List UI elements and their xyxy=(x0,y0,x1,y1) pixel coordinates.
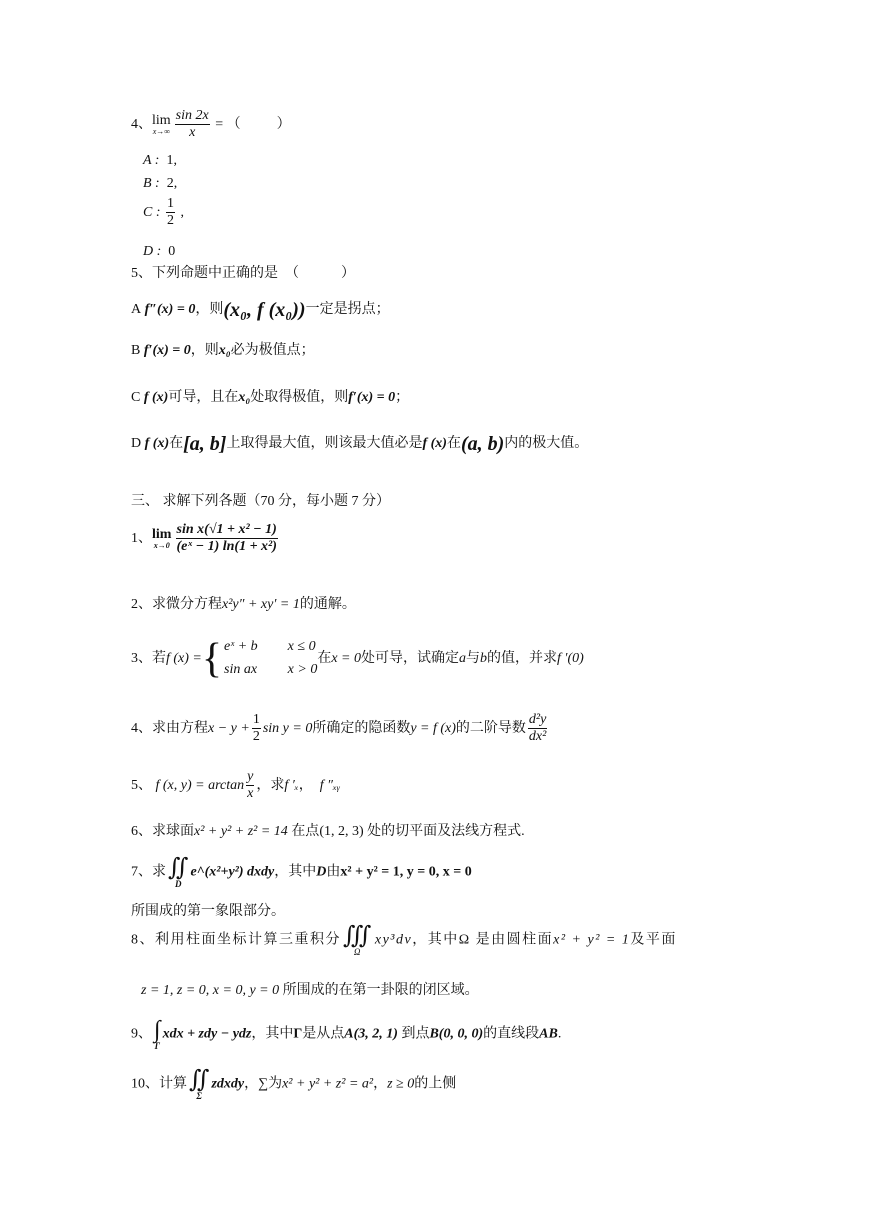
q4-option-d xyxy=(143,244,175,261)
option-text: 一定是拐点； xyxy=(305,302,390,318)
left-brace-icon: { xyxy=(201,636,223,682)
integral-domain: Ω xyxy=(353,947,362,957)
problem-text: 处的切平面及法线方程式. xyxy=(367,824,525,839)
problem-text: 处可导，试确定 xyxy=(361,651,460,667)
math-expression: e^(x²+y²) dxdy xyxy=(190,864,275,880)
q4-option-a xyxy=(143,153,177,170)
problem-7-continued: 所围成的第一象限部分。 xyxy=(131,904,285,919)
integral-symbol: ∬ xyxy=(168,855,189,881)
fraction-numerator: sin 2x xyxy=(175,108,210,125)
problem-text: 10、计算 xyxy=(131,1076,187,1092)
fraction-denominator: (eˣ − 1) ln(1 + x²) xyxy=(176,539,277,555)
problem-text: 6、求球面 xyxy=(131,824,194,839)
math-expression: (x₀, f (x₀)) xyxy=(223,299,306,321)
q5-option-b xyxy=(131,343,315,360)
math-expression: f (x) xyxy=(143,390,169,405)
problem-text: 3、若 xyxy=(131,651,166,667)
option-label: C : xyxy=(143,204,161,220)
p4-derivative xyxy=(528,712,547,745)
problem-text: ， xyxy=(244,1076,259,1092)
problem-8-continued xyxy=(141,983,479,1000)
problem-number: 9、 xyxy=(131,1026,152,1042)
p4-fraction xyxy=(252,712,261,745)
option-text: 在 xyxy=(169,436,184,452)
option-label: D : xyxy=(143,244,162,259)
math-expression: zdxdy xyxy=(211,1076,245,1092)
fraction-denominator: x xyxy=(247,786,254,802)
problem-number: 5、 xyxy=(131,777,152,793)
problem-text: ， xyxy=(298,777,313,793)
math-expression: f (x) xyxy=(144,436,170,452)
fraction-denominator: x xyxy=(189,125,196,141)
math-expression: B(0, 0, 0) xyxy=(429,1026,484,1042)
problem-5 xyxy=(131,769,340,802)
q4-number: 4、 xyxy=(131,116,152,132)
math-expression: b xyxy=(480,651,488,667)
integral-domain: D xyxy=(174,879,182,889)
q4-limit xyxy=(152,114,171,136)
math-expression: f (x) xyxy=(422,436,447,452)
math-expression: x = 0 xyxy=(331,651,362,667)
option-text: ； xyxy=(395,390,410,405)
problem-text: 在点 xyxy=(291,824,320,839)
problem-text: 所确定的隐函数 xyxy=(312,720,411,736)
math-expression: x² + y² = 1 xyxy=(553,932,631,948)
integral-symbol: ∭ xyxy=(343,923,373,949)
problem-3 xyxy=(131,638,584,680)
p1-limit xyxy=(152,528,171,550)
case-condition: x > 0 xyxy=(287,662,318,677)
problem-text: 是从点 xyxy=(302,1026,345,1042)
p5-fraction xyxy=(246,769,254,802)
fraction-numerator: 1 xyxy=(252,712,261,729)
problem-text: 2、求微分方程 xyxy=(131,597,222,612)
line-integral-icon xyxy=(154,1018,161,1051)
q4-option-c xyxy=(143,196,184,229)
q4-stem xyxy=(131,108,291,141)
math-expression: x₀ xyxy=(218,343,231,358)
problem-text: 7、求 xyxy=(131,864,166,880)
math-expression: z ≥ 0 xyxy=(387,1076,415,1092)
p1-fraction xyxy=(175,522,277,555)
problem-text: 4、求由方程 xyxy=(131,720,208,736)
option-label: B xyxy=(131,343,141,358)
fraction-numerator: 1 xyxy=(166,196,175,213)
math-expression: x² + y² + z² = a² xyxy=(282,1076,374,1092)
math-expression: x² + y² = 1, y = 0, x = 0 xyxy=(340,864,472,880)
math-expression: f′(x) = 0 xyxy=(348,390,396,405)
q5-option-d xyxy=(131,432,588,456)
problem-9 xyxy=(131,1018,561,1051)
option-text: ，则 xyxy=(195,302,224,318)
problem-text: 到点 xyxy=(401,1026,430,1042)
option-label: D xyxy=(131,436,142,452)
option-value: 2, xyxy=(166,176,178,191)
math-expression: ∑ xyxy=(258,1076,269,1092)
limit-operator: lim xyxy=(152,112,171,128)
triple-integral-icon xyxy=(343,924,373,957)
math-expression: f ′(0) xyxy=(557,651,584,667)
math-expression: sin y = 0 xyxy=(262,720,313,736)
problem-text: 为 xyxy=(268,1076,283,1092)
problem-text: 的值，并求 xyxy=(487,651,558,667)
problem-text: 及平面 xyxy=(630,932,677,948)
q4-close-paren: ） xyxy=(276,116,291,132)
option-text: 在 xyxy=(446,436,461,452)
limit-operator: lim xyxy=(152,526,172,542)
problem-number: 1、 xyxy=(131,530,152,546)
math-expression: Ω xyxy=(458,932,471,948)
case-expression: eˣ + b xyxy=(224,639,258,655)
option-text: 上取得最大值，则该最大值必是 xyxy=(226,436,423,452)
limit-subscript: x→∞ xyxy=(152,126,170,136)
math-expression: f″(x) = 0 xyxy=(144,302,196,318)
q4-equals: = （ xyxy=(211,116,241,132)
section-heading: 三、 求解下列各题（70 分，每小题 7 分） xyxy=(131,494,390,509)
option-text: ，则 xyxy=(190,343,219,358)
math-expression: f (x) = xyxy=(166,651,202,667)
math-expression: (1, 2, 3) xyxy=(319,824,364,839)
option-text: 处取得极值，则 xyxy=(250,390,349,405)
integral-domain: Γ xyxy=(154,1041,160,1051)
math-expression: (a, b) xyxy=(460,433,505,455)
option-tail: , xyxy=(180,204,184,220)
problem-1 xyxy=(131,522,280,555)
problem-10 xyxy=(131,1068,456,1101)
q4-option-b xyxy=(143,176,177,193)
fraction-numerator: sin x(√1 + x² − 1) xyxy=(176,522,278,539)
option-text: 内的极大值。 xyxy=(504,436,589,452)
fraction-numerator: y xyxy=(246,769,254,786)
q5-option-a xyxy=(131,298,390,322)
double-integral-icon xyxy=(168,856,188,889)
math-expression: a xyxy=(459,651,467,667)
math-expression: f (x, y) = arctan xyxy=(155,777,245,793)
option-fraction xyxy=(166,196,175,229)
problem-8 xyxy=(131,924,677,957)
problem-text: 在 xyxy=(317,651,332,667)
problem-text: ，其中 xyxy=(251,1026,294,1042)
surface-integral-icon xyxy=(189,1068,209,1101)
option-text: 可导，且在 xyxy=(168,390,239,405)
problem-text: ，其中 xyxy=(274,864,317,880)
problem-7 xyxy=(131,856,472,889)
option-text: 必为极值点； xyxy=(230,343,315,358)
math-expression: x²y″ + xy′ = 1 xyxy=(222,597,300,612)
problem-text: 的上侧 xyxy=(414,1076,457,1092)
math-expression: x² + y² + z² = 14 xyxy=(194,824,288,839)
problem-text: . xyxy=(557,1026,562,1042)
integral-symbol: ∫ xyxy=(154,1017,161,1043)
option-value: 1, xyxy=(166,153,177,168)
math-expression: f ′ₓ xyxy=(284,777,299,793)
problem-text: 8、利用柱面坐标计算三重积分 xyxy=(131,932,341,948)
problem-text: 是由圆柱面 xyxy=(475,932,554,948)
q5-stem: 5、下列命题中正确的是 （ ） xyxy=(131,266,355,281)
problem-text: ，其中 xyxy=(412,932,459,948)
problem-text: 所围成的在第一卦限的闭区域。 xyxy=(282,983,479,998)
problem-text: 由 xyxy=(326,864,341,880)
math-expression: y = f (x) xyxy=(410,720,456,736)
limit-subscript: x→0 xyxy=(153,540,170,550)
case-expression: sin ax xyxy=(224,662,258,677)
math-expression: f′(x) = 0 xyxy=(143,343,191,358)
problem-text: ，求 xyxy=(256,777,285,793)
math-expression: D xyxy=(316,864,327,880)
math-expression: f ″ₓᵧ xyxy=(319,777,341,793)
case-condition: x ≤ 0 xyxy=(287,639,316,655)
math-expression: x₀ xyxy=(238,390,251,405)
math-expression: z = 1, z = 0, x = 0, y = 0 xyxy=(141,983,280,998)
integral-symbol: ∬ xyxy=(189,1067,210,1093)
fraction-denominator: 2 xyxy=(167,213,174,229)
problem-text: 与 xyxy=(466,651,481,667)
math-expression: xy³dv xyxy=(374,932,413,948)
problem-6 xyxy=(131,824,525,841)
problem-text: 的二阶导数 xyxy=(455,720,526,736)
math-expression: [a, b] xyxy=(183,433,227,455)
problem-2 xyxy=(131,597,356,614)
problem-text: 的直线段 xyxy=(483,1026,540,1042)
math-expression: Γ xyxy=(293,1026,303,1042)
math-expression: x − y + xyxy=(208,720,250,736)
problem-text: ， xyxy=(373,1076,388,1092)
integral-domain: Σ xyxy=(196,1091,202,1101)
fraction-numerator: d²y xyxy=(528,712,547,729)
math-expression: xdx + zdy − ydz xyxy=(162,1026,252,1042)
option-label: A xyxy=(131,302,142,318)
math-expression: A(3, 2, 1) xyxy=(344,1026,398,1042)
option-value: 0 xyxy=(168,244,176,259)
option-label: C xyxy=(131,390,141,405)
option-label: B : xyxy=(143,176,160,191)
q5-option-c xyxy=(131,390,409,407)
piecewise-function xyxy=(202,638,317,680)
math-expression: AB xyxy=(539,1026,558,1042)
fraction-denominator: dx² xyxy=(528,729,547,745)
fraction-denominator: 2 xyxy=(252,729,260,745)
option-label: A : xyxy=(143,153,160,168)
problem-4 xyxy=(131,712,549,745)
problem-text: 的通解。 xyxy=(299,597,356,612)
q4-fraction xyxy=(175,108,210,141)
